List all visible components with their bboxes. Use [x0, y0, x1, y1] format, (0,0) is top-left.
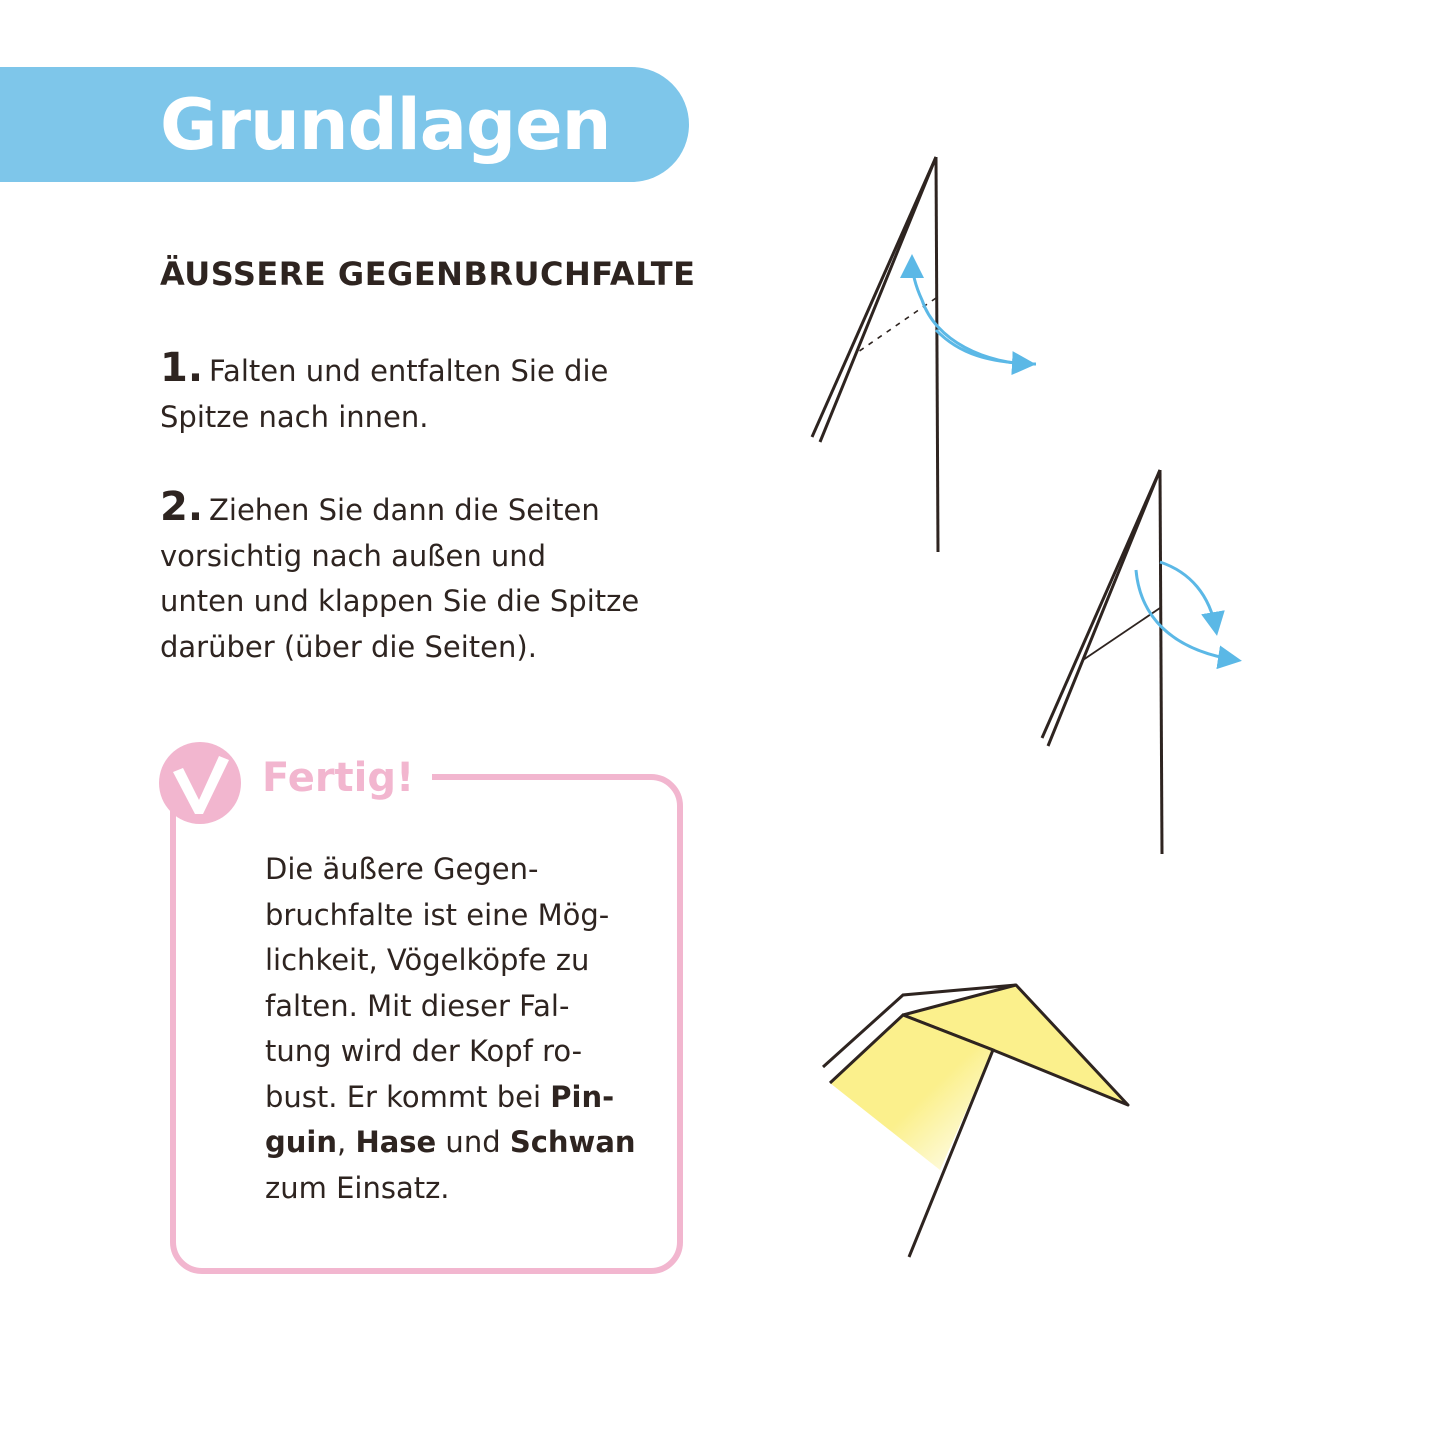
section-heading: ÄUSSERE GEGENBRUCHFALTE [160, 255, 696, 293]
step-text-line: Falten und entfalten Sie die [209, 354, 609, 388]
done-text-bold: guin [265, 1125, 337, 1159]
done-text-line: bruchfalte ist eine Mög- [265, 897, 610, 932]
done-text-fragment: und [436, 1125, 510, 1159]
done-text-bold: Hase [355, 1125, 437, 1159]
step-text-line: unten und klappen Sie die Spitze [160, 584, 640, 618]
step-text-line: darüber (über die Seiten). [160, 629, 537, 664]
fold-step-2-diagram [1042, 470, 1162, 854]
fold-result-diagram [823, 985, 1128, 1257]
done-text-bold: Schwan [509, 1125, 636, 1159]
done-text-line: Die äußere Gegen- [265, 852, 539, 886]
step-number: 1. [160, 345, 204, 391]
step-text-line: Ziehen Sie dann die Seiten [209, 493, 600, 527]
done-title: Fertig! [262, 755, 415, 801]
fold-step-1-diagram [812, 157, 938, 552]
step-text-line: vorsichtig nach außen und [160, 538, 547, 573]
done-text-line: zum Einsatz. [265, 1170, 450, 1205]
done-text-line: tung wird der Kopf ro- [265, 1034, 583, 1068]
done-text-bold: Pin- [550, 1079, 615, 1114]
fold-arrow-2 [1136, 562, 1236, 660]
done-text-fragment: , [337, 1125, 356, 1159]
step-number: 2. [160, 484, 204, 530]
done-text-line: lichkeit, Vögelköpfe zu [265, 943, 590, 977]
done-text-line: falten. Mit dieser Fal- [265, 988, 570, 1023]
page-title: Grundlagen [160, 84, 611, 166]
fold-arrow-1 [912, 260, 1036, 364]
done-text-fragment: bust. Er kommt bei [265, 1079, 551, 1114]
step-text-line: Spitze nach innen. [160, 399, 429, 434]
